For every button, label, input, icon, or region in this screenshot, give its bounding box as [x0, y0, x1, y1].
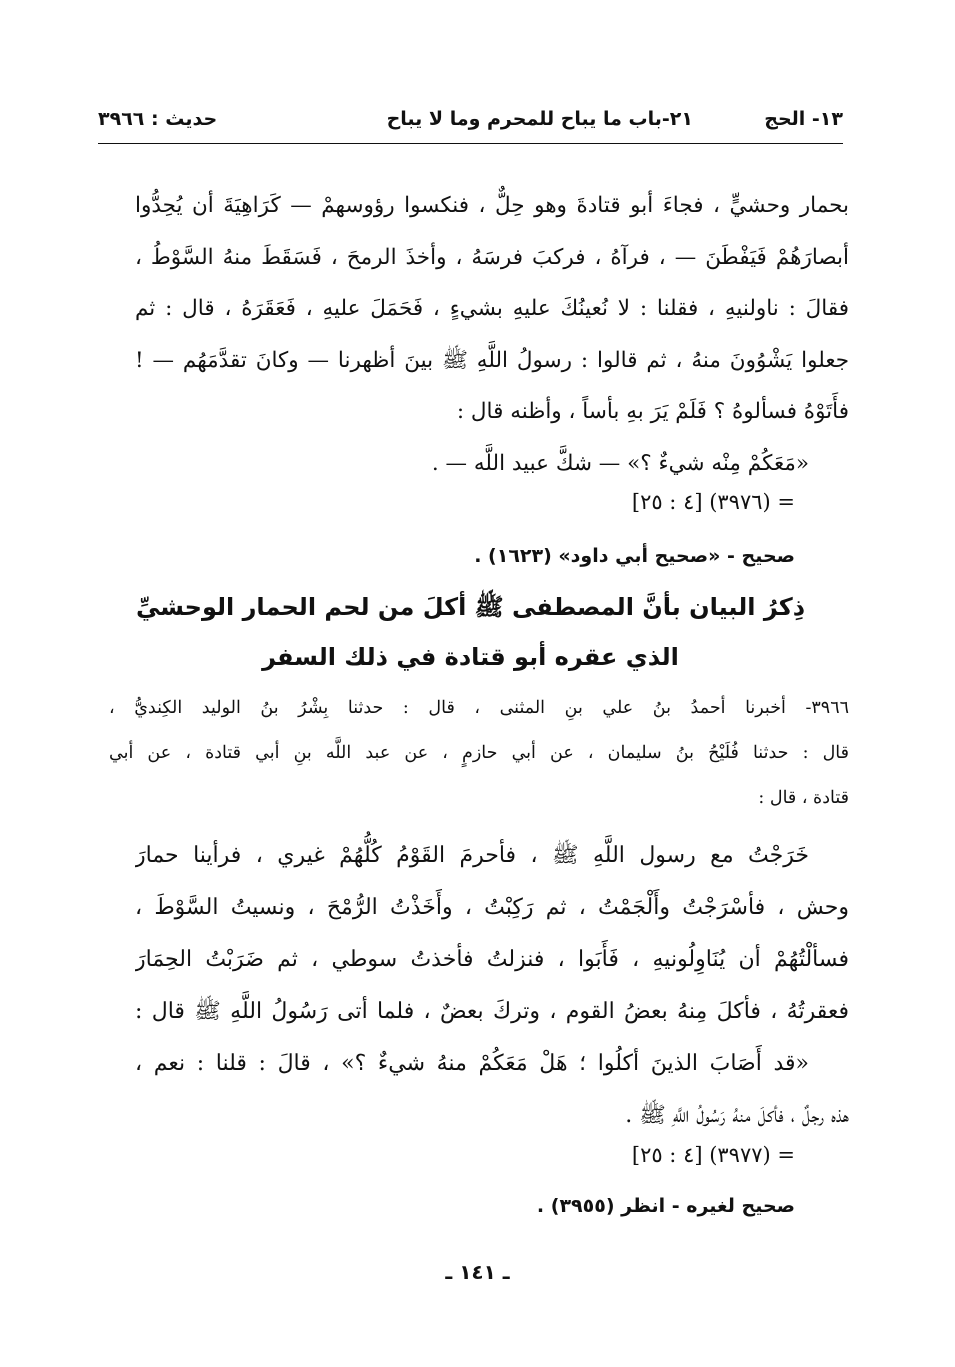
text-line: بحمار وحشيٍّ ، فجاءَ أبو قتادةَ وهو حِلٌّ ، فنكسوا رؤوسهمْ — كَرَاهِيَةَ أن يُحِدُّوا	[135, 193, 849, 218]
text-line: «قد أَصَابَ الذينَ أكلُوا ؛ هَلْ مَعَكُمْ منهُ شيءٌ ؟» ، قالَ : قلنا : نعم ،	[135, 1051, 809, 1076]
text-line: فسألْتُهُمْ أن يُنَاوِلُونيهِ ، فَأَبَوا ، فنزلتُ فأخذتُ سوطي ، ثم ضَرَبْتُ الحِمَارَ	[135, 947, 849, 972]
hadith-continuation-text	[135, 180, 849, 489]
isnad-line: قال : حدثنا فُلَيْحُ بنُ سليمان ، عن أبي حازمٍ ، عن عبد اللَّه بنِ أبي قتادة ، عن أبي	[109, 743, 849, 763]
text-line: فعقرتُهُ ، فأكلَ مِنهُ بعضُ القوم ، وتركَ بعضٌ ، فلما أتى رَسُولُ اللَّهِ ﷺ قال :	[135, 999, 849, 1024]
chapter-heading-line-2: الذي عقره أبو قتادة في ذلك السفر	[262, 643, 679, 671]
chapter-heading-line-1: ذِكرُ البيان بأنَّ المصطفى ﷺ أكلَ من لحم الحمار الوحشيِّ	[135, 593, 806, 621]
isnad-line: ٣٩٦٦- أخبرنا أحمدُ بنُ علي بنِ المثنى ، قال : حدثنا بِشْرُ بنُ الوليد الكِنديُّ ،	[109, 698, 849, 718]
section-title: ٢١-باب ما يباح للمحرم وما لا يباح	[386, 108, 693, 130]
page-number: ـ ١٤١ ـ	[445, 1260, 510, 1284]
text-line: خَرَجْتُ مع رسول اللَّهِ ﷺ ، فأحرمَ القَوْمُ كُلُّهُمْ غيري ، فرأينا حمارَ	[135, 843, 809, 868]
hadith-number-ref: حديث : ٣٩٦٦	[98, 108, 218, 130]
hadith-matn-text	[135, 830, 849, 1142]
isnad-chain	[109, 686, 849, 821]
text-line: فأَتَوْهُ فسألوهُ ؟ فَلَمْ يَرَ بهِ بأساً ، وأظنه قال :	[456, 399, 849, 424]
text-line: جعلوا يَشْوُونَ منهُ ، ثم قالوا : رسولُ اللَّهِ ﷺ بينَ أظهرنا — وكانَ تقدَّمَهُم — !	[135, 347, 849, 373]
cross-reference: = (٣٩٧٦) [٤ : ٢٥]	[631, 490, 795, 514]
text-line: وحش ، فأسْرَجْتُ وأَلْجَمْتُ ، ثم رَكِبْتُ ، وأَخَذْتُ الرُّمْحَ ، ونسيتُ السَّوْطَ ،	[135, 895, 849, 920]
text-line: هذه رجلٌ ، فأكلَ منهُ رَسُولُ اللَّهِ ﷺ .	[625, 1103, 849, 1128]
grading-note: صحيح لغيره - انظر (٣٩٥٥) .	[536, 1195, 795, 1217]
text-line: أبصارَهُمْ فَيَفْطَنَ — ، فرآهُ ، فركبَ فرسَهُ ، وأخذَ الرمحَ ، فَسَقَطَ منهُ السَّوْطُ ،	[135, 244, 849, 270]
header-divider	[98, 143, 843, 144]
isnad-line: قتادة ، قال :	[758, 788, 849, 808]
text-line: «مَعَكُمْ مِنْه شيءٌ ؟» — شكَّ عبيد اللَّه — .	[431, 450, 809, 476]
grading-note: صحيح - «صحيح أبي داود» (١٦٢٣) .	[474, 545, 795, 567]
running-header	[98, 108, 843, 148]
text-line: فقالَ : ناولنيهِ ، فقلنا : لا نُعينُكَ عليهِ بشيءٍ ، فَحَمَلَ عليهِ ، فَعَقَرَهُ ، قال : ثم	[135, 296, 849, 321]
cross-reference: = (٣٩٧٧) [٤ : ٢٥]	[631, 1143, 795, 1167]
chapter-title: ١٣- الحج	[764, 108, 843, 130]
